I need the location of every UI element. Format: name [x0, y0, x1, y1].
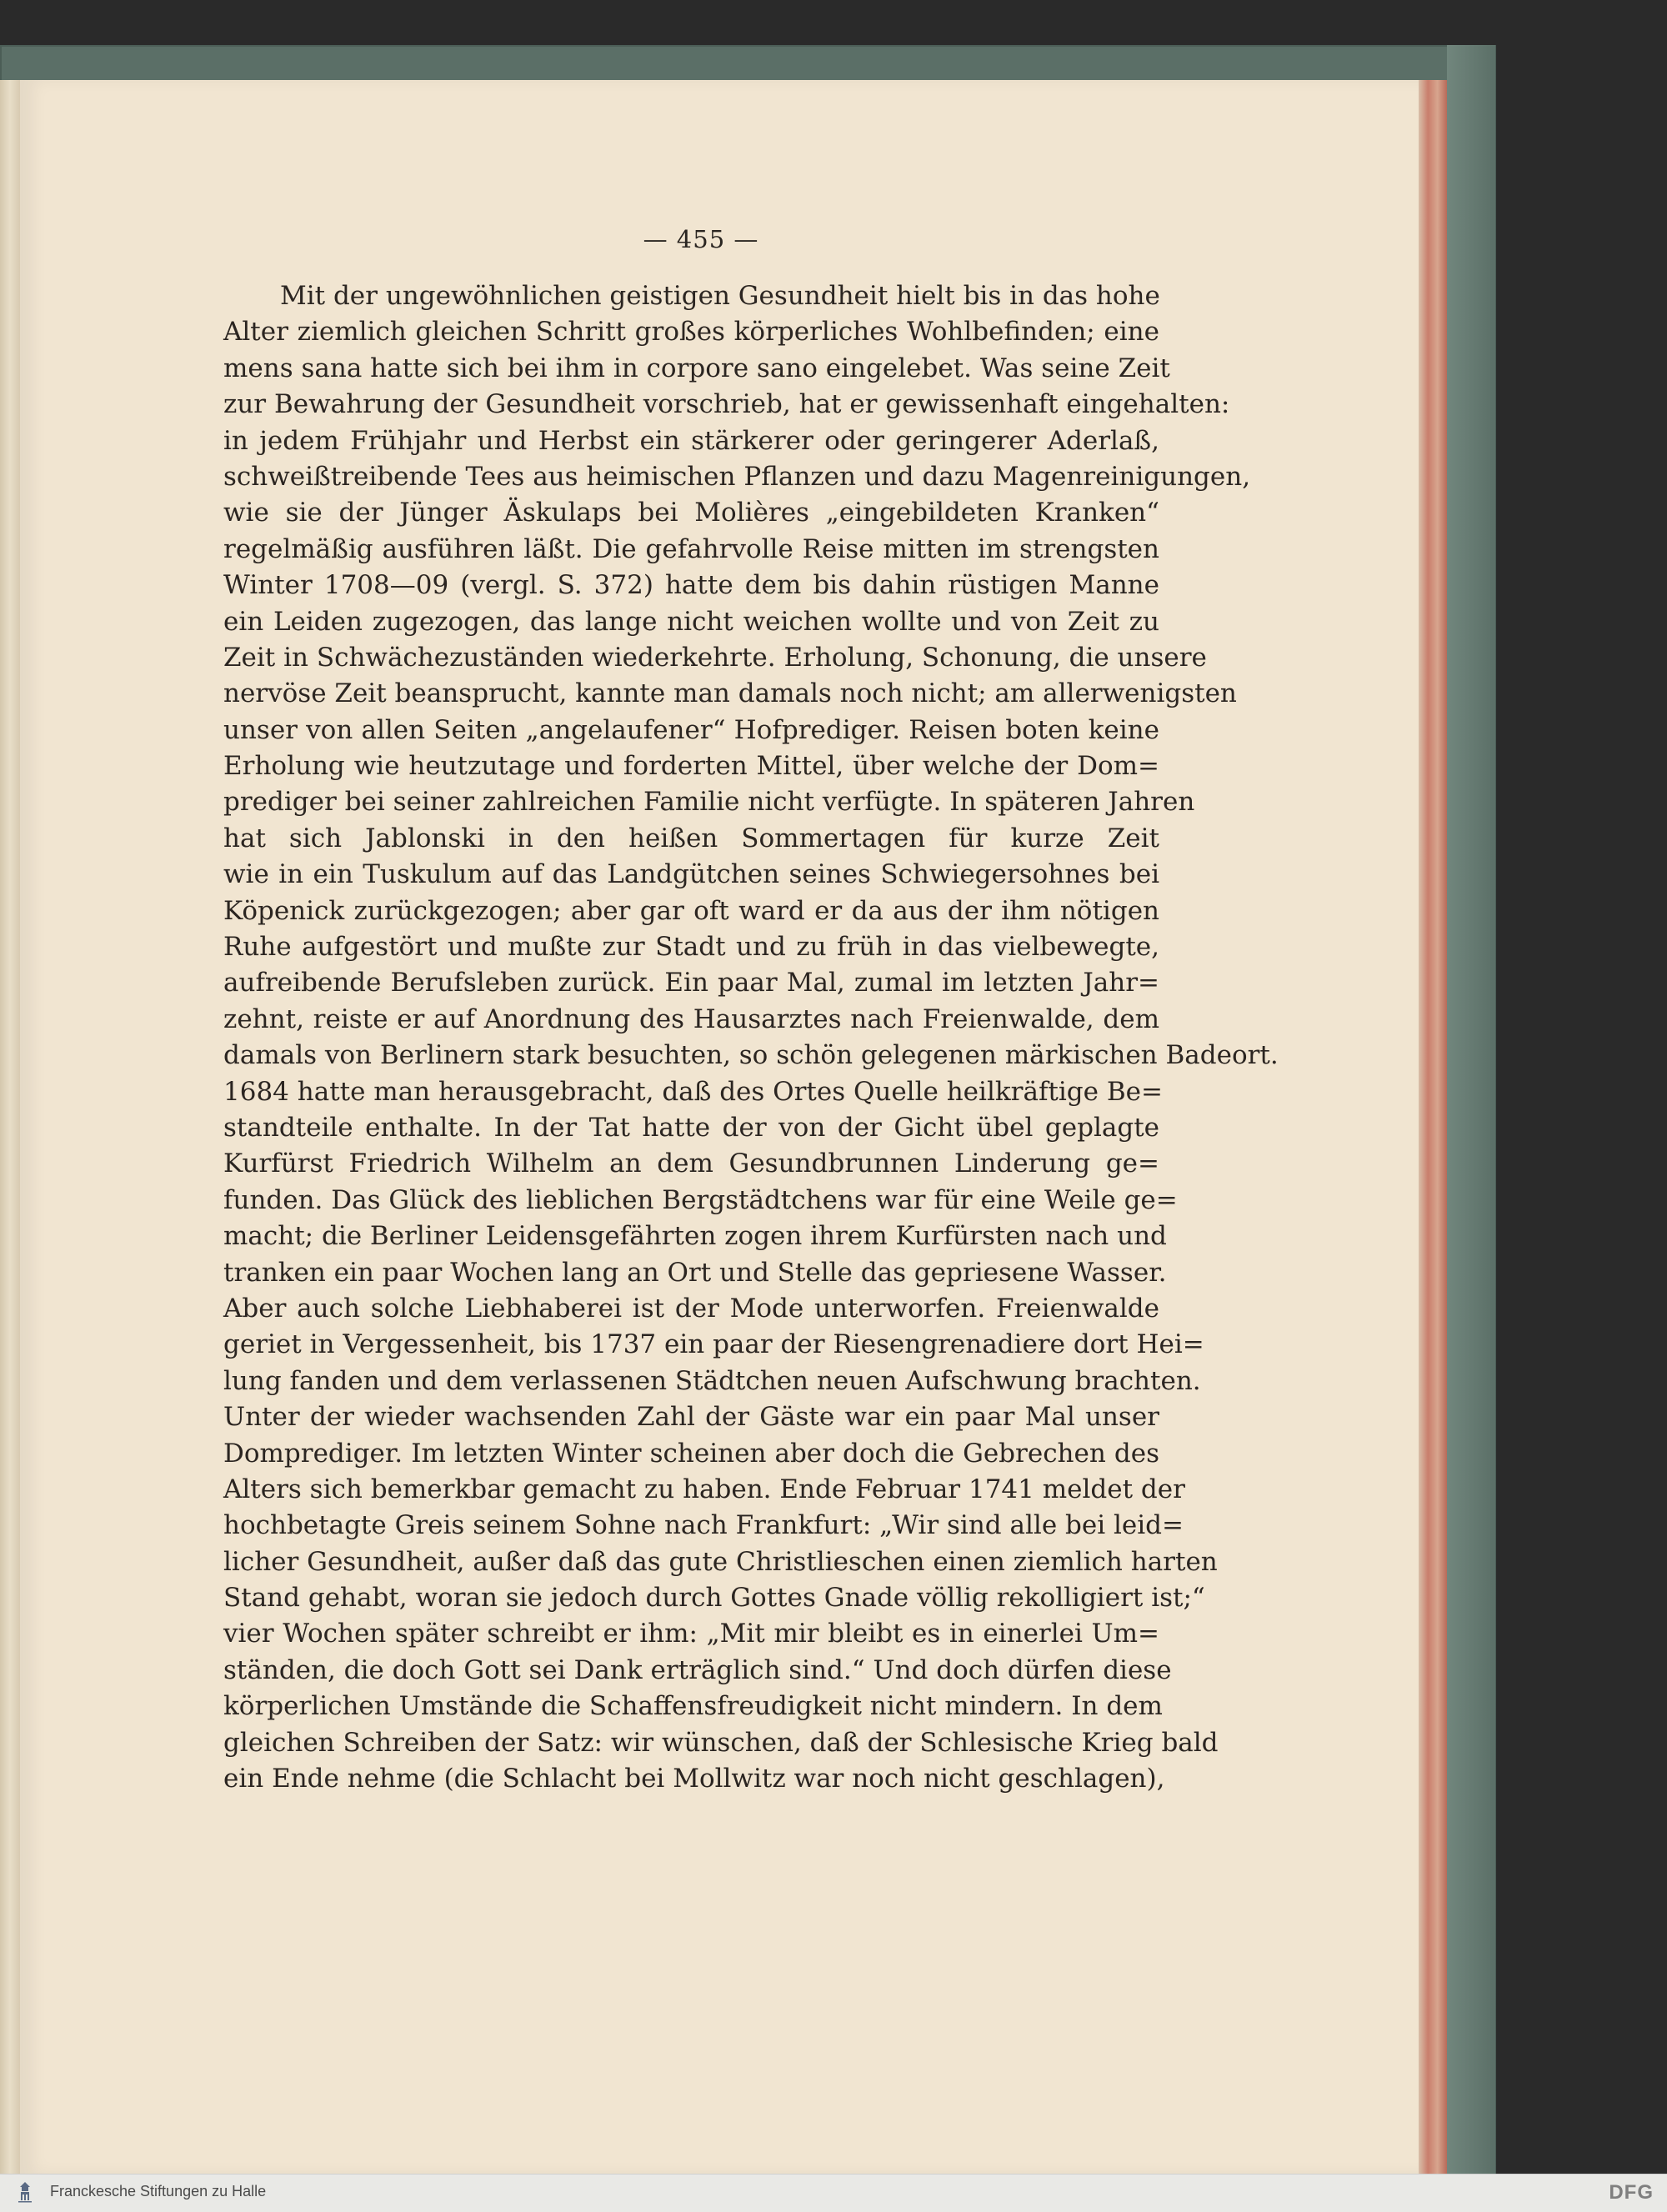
- text-line: zur Bewahrung der Gesundheit vorschrieb, hat er gewissenhaft eingehalten:: [223, 389, 1230, 420]
- text-line: vier Wochen später schreibt er ihm: „Mit mir bleibt es in einerlei Um=: [223, 1619, 1159, 1649]
- text-line: Winter 1708—09 (vergl. S. 372) hatte dem bis dahin rüstigen Manne: [223, 570, 1159, 601]
- dfg-badge: DFG: [1609, 2181, 1654, 2204]
- text-line: Köpenick zurückgezogen; aber gar oft ward er da aus der ihm nötigen: [223, 895, 1159, 926]
- text-line: mens sana hatte sich bei ihm in corpore sano eingelebet. Was seine Zeit: [223, 353, 1170, 383]
- text-line: in jedem Frühjahr und Herbst ein stärkerer oder geringerer Aderlaß,: [223, 425, 1159, 456]
- institution-logo-icon: [12, 2179, 38, 2205]
- text-line: aufreibende Berufsleben zurück. Ein paar Mal, zumal im letzten Jahr=: [223, 968, 1159, 998]
- text-line: standteile enthalte. In der Tat hatte der von der Gicht übel geplagte: [223, 1112, 1159, 1143]
- text-line: 1684 hatte man herausgebracht, daß des Ortes Quelle heilkräftige Be=: [223, 1076, 1163, 1107]
- text-line: geriet in Vergessenheit, bis 1737 ein paar der Riesengrenadiere dort Hei=: [223, 1329, 1204, 1360]
- text-line: Zeit in Schwächezuständen wiederkehrte. Erholung, Schonung, die unsere: [223, 642, 1207, 673]
- text-line: damals von Berlinern stark besuchten, so schön gelegenen märkischen Badeort.: [223, 1040, 1279, 1071]
- text-line: Kurfürst Friedrich Wilhelm an dem Gesundbrunnen Linderung ge=: [223, 1149, 1159, 1179]
- text-line: Ruhe aufgestört und mußte zur Stadt und zu früh in das vielbewegte,: [223, 932, 1159, 963]
- text-line: ein Leiden zugezogen, das lange nicht weichen wollte und von Zeit zu: [223, 606, 1159, 637]
- text-line: wie in ein Tuskulum auf das Landgütchen seines Schwiegersohnes bei: [223, 859, 1159, 890]
- text-line: nervöse Zeit beansprucht, kannte man damals noch nicht; am allerwenigsten: [223, 678, 1237, 709]
- text-line: Aber auch solche Liebhaberei ist der Mode unterworfen. Freienwalde: [223, 1293, 1159, 1324]
- text-line: gleichen Schreiben der Satz: wir wünschen, daß der Schlesische Krieg bald: [223, 1727, 1219, 1758]
- text-line: körperlichen Umstände die Schaffensfreudigkeit nicht mindern. In dem: [223, 1691, 1163, 1722]
- text-line: Stand gehabt, woran sie jedoch durch Gottes Gnade völlig rekolligiert ist;“: [223, 1583, 1205, 1614]
- text-line: prediger bei seiner zahlreichen Familie nicht verfügte. In späteren Jahren: [223, 787, 1195, 818]
- text-line: schweißtreibende Tees aus heimischen Pflanzen und dazu Magenreinigungen,: [223, 461, 1251, 492]
- text-line: funden. Das Glück des lieblichen Bergstädtchens war für eine Weile ge=: [223, 1184, 1178, 1215]
- page-number: — 455 —: [643, 225, 759, 253]
- text-line: hat sich Jablonski in den heißen Sommertagen für kurze Zeit: [223, 823, 1159, 853]
- footer-bar: [0, 2174, 1667, 2212]
- text-line: ein Ende nehme (die Schlacht bei Mollwitz war noch nicht geschlagen),: [223, 1764, 1165, 1794]
- text-block: [223, 278, 1279, 1797]
- page-edge-red: [1419, 80, 1447, 2174]
- text-line: Alter ziemlich gleichen Schritt großes körperliches Wohlbefinden; eine: [223, 317, 1159, 348]
- text-line: Mit der ungewöhnlichen geistigen Gesundheit hielt bis in das hohe: [280, 281, 1160, 311]
- left-page-edge: [0, 80, 20, 2174]
- text-line: Domprediger. Im letzten Winter scheinen aber doch die Gebrechen des: [223, 1438, 1159, 1469]
- footer-institution: Franckesche Stiftungen zu Halle: [50, 2183, 267, 2199]
- text-line: Alters sich bemerkbar gemacht zu haben. Ende Februar 1741 meldet der: [223, 1474, 1185, 1504]
- text-line: ständen, die doch Gott sei Dank erträglich sind.“ Und doch dürfen diese: [223, 1654, 1172, 1685]
- text-line: Erholung wie heutzutage und forderten Mittel, über welche der Dom=: [223, 751, 1159, 782]
- text-line: tranken ein paar Wochen lang an Ort und Stelle das gepriesene Wasser.: [223, 1257, 1167, 1288]
- text-line: lung fanden und dem verlassenen Städtchen neuen Aufschwung brachten.: [223, 1365, 1201, 1396]
- text-line: licher Gesundheit, außer daß das gute Christlieschen einen ziemlich harten: [223, 1546, 1218, 1577]
- text-line: Unter der wieder wachsenden Zahl der Gäste war ein paar Mal unser: [223, 1402, 1159, 1433]
- text-line: unser von allen Seiten „angelaufener“ Hofprediger. Reisen boten keine: [223, 714, 1159, 745]
- text-line: regelmäßig ausführen läßt. Die gefahrvolle Reise mitten im strengsten: [223, 533, 1159, 564]
- text-line: zehnt, reiste er auf Anordnung des Hausarztes nach Freienwalde, dem: [223, 1003, 1159, 1034]
- text-line: wie sie der Jünger Äskulaps bei Molières „eingebildeten Kranken“: [223, 498, 1159, 528]
- text-line: macht; die Berliner Leidensgefährten zogen ihrem Kurfürsten nach und: [223, 1221, 1167, 1252]
- text-line: hochbetagte Greis seinem Sohne nach Frankfurt: „Wir sind alle bei leid=: [223, 1510, 1184, 1541]
- book-cover-edge: [1447, 45, 1495, 2174]
